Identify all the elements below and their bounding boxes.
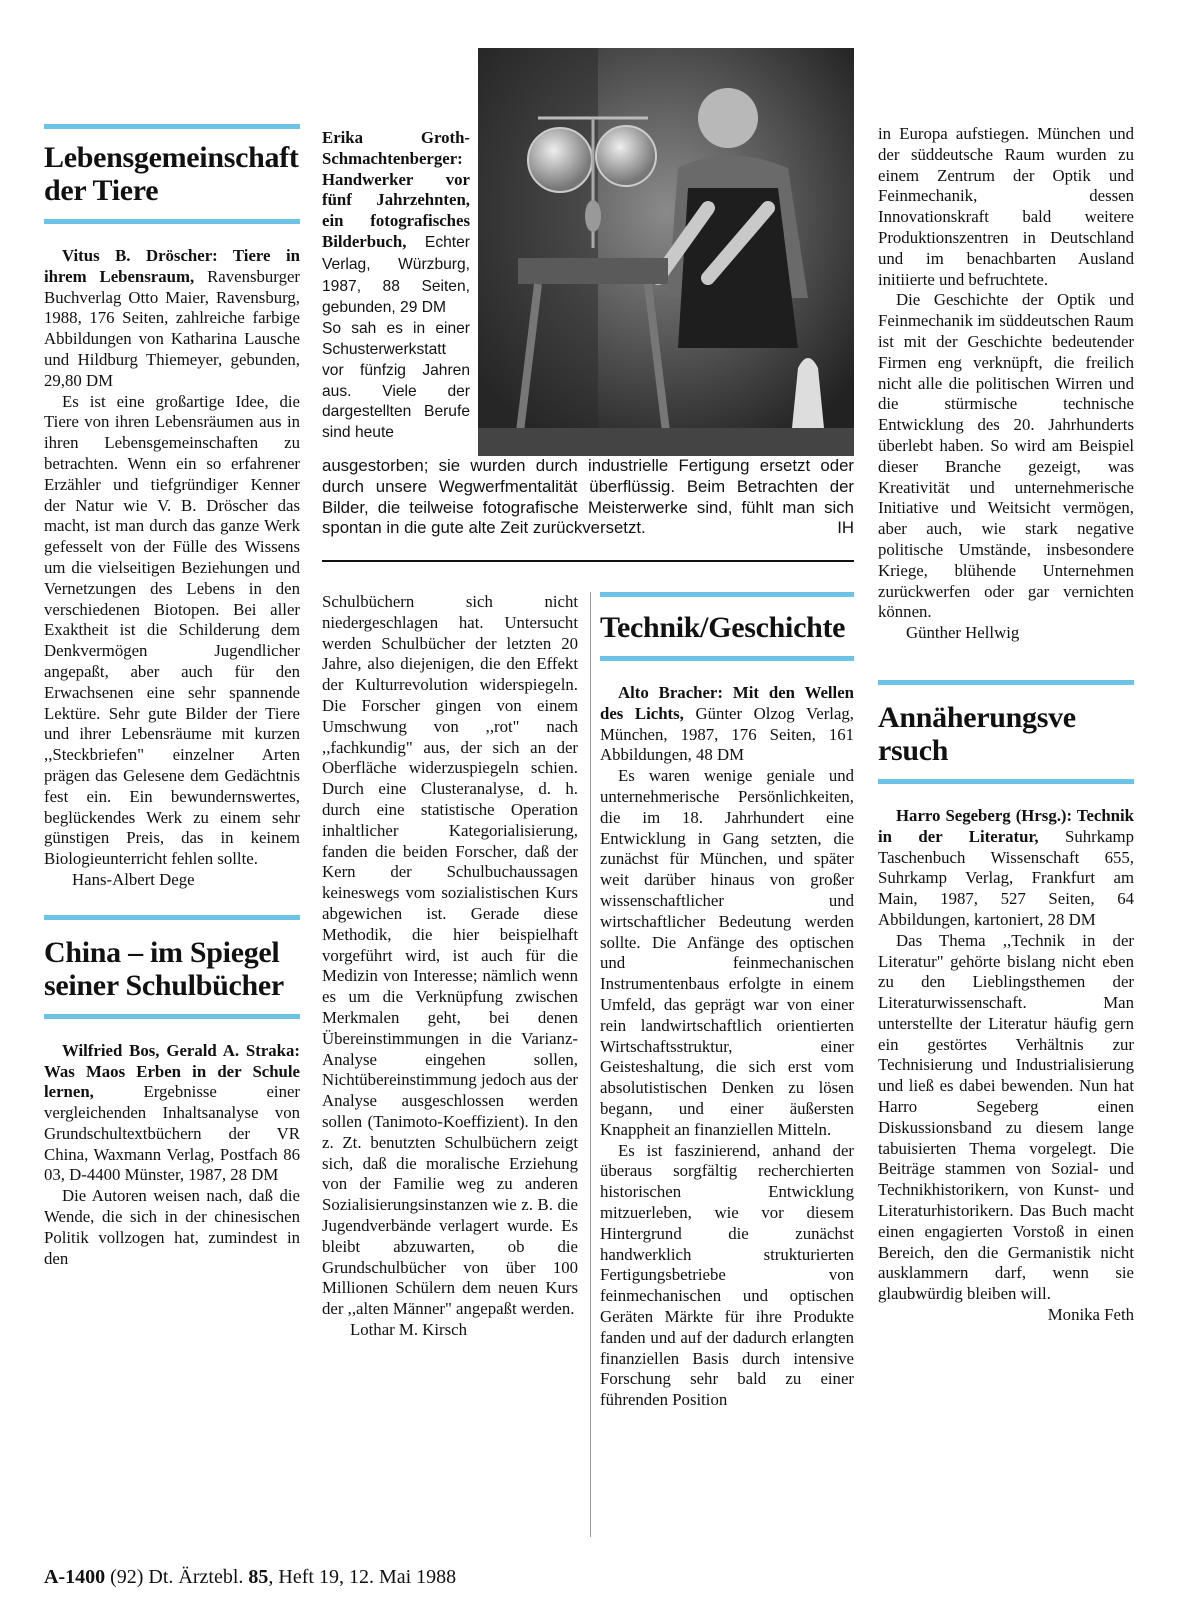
heading-rule-top [878,680,1134,685]
article-heading-china: China – im Spiegel seiner Schulbücher [44,935,284,1002]
review-text: Es ist eine großartige Idee, die Tiere von ihren Lebensräumen aus in ihren Lebensgemeinschaften zu betrachten. Wenn ein so erfahrener Erzähler und tiefgründiger Kenner der Natur wie V. B. Dröscher das macht, ist man durch das ganze Werk gefesselt von der Fülle des Wissens um die vielseitigen Beziehungen und Vernetzungen des Lebens in den verschiedenen Biotopen. Bei aller Exaktheit ist die Schilderung dem Denkvermögen Jugendlicher angepaßt, aber auch für den Erwachsenen eine sehr spannende Lektüre. Sehr gute Bilder der Tiere und ihrer Lebensräume mit kurzen ,,Steckbriefen" einzelner Arten prägen das Gelesene dem Gedächtnis fest ein. Ein bewundernswertes, beglückendes Werk zu einem sehr günstigen Preis, das in keinem Biologieunterricht fehlen sollte. [44,391,300,869]
heading-rule-top [44,915,300,920]
photo-caption-continuation [322,456,854,539]
book-citation [44,246,300,392]
page-code: A-1400 [44,1566,106,1588]
book-citation-details: Ravensburger Buchverlag Otto Maier, Ravensburg, 1988, 176 Seiten, zahlreiche farbige Abbildungen von Katharina Lausche und Hildburg Thiemeyer, gebunden, 29,80 DM [44,266,300,390]
book-citation [878,806,1134,931]
journal-volume: 85 [248,1566,269,1588]
review-text: Die Autoren weisen nach, daß die Wende, die sich in der chinesischen Politik vollzogen hat, zumindest in den [44,1186,300,1268]
heading-rule-top [600,592,854,597]
column-divider [590,592,591,1537]
review-author: Hans-Albert Dege [72,869,195,889]
review-text: Es ist faszinierend, anhand der überaus sorgfältig recherchierten historischen Entwicklung mitzuerleben, wie vor diesem Hintergrund die zunächst handwerklich strukturierten Fertigungsbetriebe von feinmechanischen und optischen Geräten Märkte für ihre Produkte fanden und auf der dadurch erlangten finanziellen Basis durch intensive Forschung sehr bald zu einer führenden Position [600,1140,854,1410]
review-text-continued: Schulbüchern sich nicht niedergeschlagen hat. Untersucht werden Schulbücher der letzten 20 Jahre, also diejenigen, die den Effekt der Kulturrevolution widerspiegeln. Die Forscher gingen von einem Umschwung von ,,rot" nach ,,fachkundig" aus, der sich an der Oberfläche widerzuspiegeln schien. Durch eine Clusteranalyse, d. h. durch eine statistische Operation inhaltlicher Kategorialisierung, fanden die beiden Forscher, daß der Kern der Schulbuchaussagen keineswegs vom sozialistischen Kurs abgewichen ist. Gerade diese Methodik, die hier beispielhaft vorgeführt wird, ist auch für die Medizin von Interesse; nämlich wenn es um die Verknüpfung zwischen Merkmalen geht, bei denen Übereinstimmungen in die Varianz-Analyse eingehen sollen, Nichtübereinstimmung jedoch aus der Analyse ausgeschlossen werden sollen (Tanimoto-Koeffizient). In den z. Zt. benutzten Schulbüchern zeigt sich, daß die moralische Erziehung von der Familie weg zu anderen Sozialisierungsinstanzen wie z. B. die Jugendverbände verlagert wurde. Es bleibt abzuwarten, ob die Grundschulbücher von über 100 Millionen Schülern dem neuen Kurs der ,,alten Männer" angepaßt werden. [322,592,578,1319]
article-heading-annaeherungsversuch: Annäherungsversuch [878,700,1076,767]
book-citation-title: Alto Bracher: Mit den Wellen des Lichts, [600,683,854,723]
book-citation-title: Vitus B. Dröscher: Tiere in ihrem Lebensraum, [44,246,300,286]
column-4 [878,124,1134,1326]
article-heading-technik-geschichte: Technik/Geschichte [600,611,846,644]
book-citation [44,1041,300,1187]
heading-rule-bottom [600,656,854,661]
journal-reference-b: , Heft 19, 12. Mai 1988 [268,1566,457,1588]
photo-caption-initials: IH [837,518,854,538]
journal-reference-a: (92) Dt. Ärztebl. [110,1566,249,1588]
article-heading-lebensgemeinschaft: Lebensgemeinschaft der Tiere [44,141,299,207]
review-author: Lothar M. Kirsch [350,1319,467,1339]
photo-book-caption [322,128,470,444]
photo-caption-text: So sah es in einer Schusterwerkstatt vor fünfzig Jahren aus. Viele der dargestellten Berufe sind heute [322,320,470,442]
photo-book-title: Erika Groth-Schmachtenberger: Handwerker vor fünf Jahrzehnten, ein fotografisches Bilderbuch, [322,128,470,251]
review-text-continued: in Europa aufstiegen. München und der süddeutsche Raum wurden zu einem Zentrum der Optik und Feinmechanik, dessen Innovationskraft bald weitere Produktionszentren in Deutschland und im benachbarten Ausland initiierte und befruchtete. [878,124,1134,289]
book-citation-title: Harro Segeberg (Hrsg.): Technik in der Literatur, [878,805,1134,846]
photo-caption-continued-text: ausgestorben; sie wurden durch industrielle Fertigung ersetzt oder durch unsere Wegwerfmentalität überflüssig. Beim Betrachten der Bilder, die teilweise fotografische Meisterwerke sind, fühlt man sich spontan in die gute alte Zeit zurückversetzt. [322,456,854,538]
review-text: Es waren wenige geniale und unternehmerische Persönlichkeiten, die im 18. Jahrhundert eine Entwicklung in Gang setzten, die zunächst für München, und später weit darüber hinaus von großer wissenschaftlicher und wirtschaftlicher Bedeutung werden sollte. Die Anfänge des optischen und feinmechanischen Instrumentenbaus erfolgte in einem Umfeld, das geprägt war von einer rein landwirtschaftlich orientierten Wirtschaftsstruktur, einer Geisteshaltung, die sich erst vom absolutistischen Denken zu lösen begann, und einer äußersten Knappheit an finanziellen Mitteln. [600,766,854,1139]
column-3 [600,592,854,1411]
book-citation [600,683,854,766]
shoemaker-photo-image [478,48,854,456]
photo-book-citation [322,128,470,319]
heading-rule-top [44,124,300,129]
photo-shoemaker-workshop [478,48,854,456]
book-citation-title: Wilfried Bos, Gerald A. Straka: Was Maos Erben in der Schule lernen, [44,1040,300,1102]
book-citation-details: Suhrkamp Taschenbuch Wissenschaft 655, Suhrkamp Verlag, Frankfurt am Main, 1987, 527 Seiten, 64 Abbildungen, kartoniert, 28 DM [878,826,1134,929]
column-1 [44,124,300,1269]
column-2 [322,592,578,1341]
photo-section-divider [322,560,854,562]
heading-rule-bottom [44,1014,300,1019]
heading-rule-bottom [878,779,1134,784]
photo-book-details: Echter Verlag, Würzburg, 1987, 88 Seiten, gebunden, 29 DM [322,233,470,317]
book-citation-details: Günter Olzog Verlag, München, 1987, 176 Seiten, 161 Abbildungen, 48 DM [600,703,854,765]
review-text-body: Das Thema ,,Technik in der Literatur" gehörte bislang nicht eben zu den Lieblingsthemen der Literaturwissenschaft. Man unterstellte der Literatur häufig gern ein gestörtes Verhältnis zur Technisierung und Industrialisierung und ließ es dabei bewenden. Nun hat Harro Segeberg einen Diskussionsband zu diesem lange tabuisierten Thema vorgelegt. Die Beiträge stammen von Sozial- und Technikhistorikern, von Kunst- und Literaturhistorikern. Das Buch macht einen engagierten Vorstoß in einen Bereich, den die Germanistik nicht ausklammern darf, wenn sie glaubwürdig bleiben will. [878,930,1134,1304]
page-footer [44,1566,456,1589]
review-author: Monika Feth [1047,1305,1134,1325]
heading-rule-bottom [44,219,300,224]
book-citation-details: Ergebnisse einer vergleichenden Inhaltsanalyse von Grundschultextbüchern der VR China, Waxmann Verlag, Postfach 86 03, D-4400 Münster, 1987, 28 DM [44,1082,300,1185]
review-text: Die Geschichte der Optik und Feinmechanik im süddeutschen Raum ist mit der Geschichte bedeutender Firmen eng verknüpft, die freilich nicht alle die politischen Wirren und die stürmische technische Entwicklung des 20. Jahrhunderts überlebt haben. So wird am Beispiel dieser Branche gezeigt, was Kreativität und unternehmerische Initiative und Weitsicht vermögen, aber auch, wie stark negative politische Umstände, insbesondere Kriege, blühende Unternehmen zurückwerfen oder gar vernichten können. [878,290,1134,622]
review-author: Günther Hellwig [906,623,1020,643]
review-text [878,930,1134,1325]
